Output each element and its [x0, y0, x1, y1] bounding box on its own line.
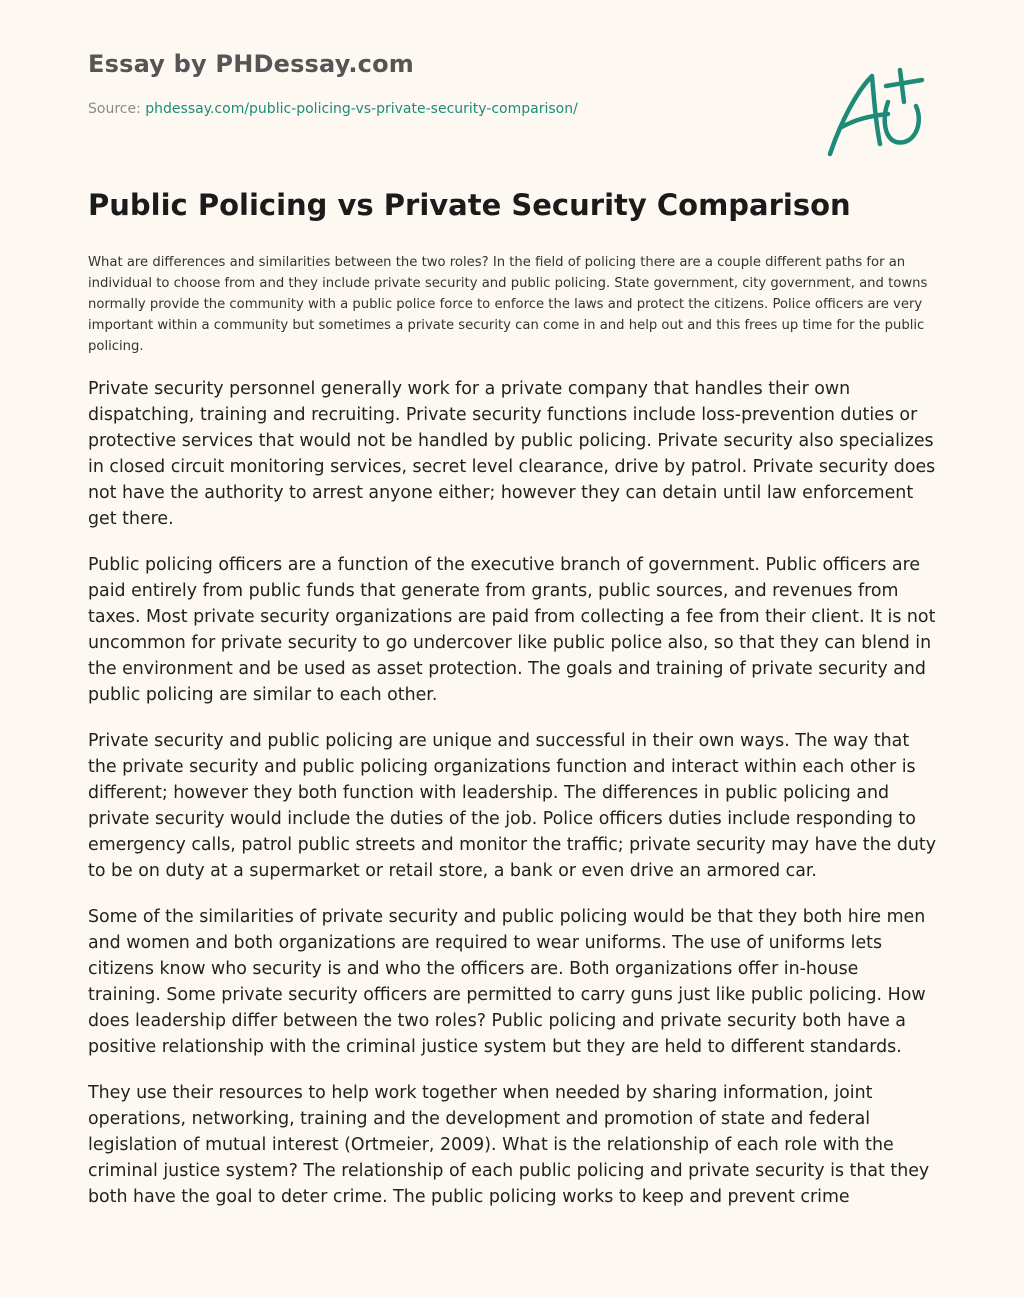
essay-paragraph: Private security personnel generally work for a private company that handles their own dispatching, training and recruiting. Private security functions include loss-prevention duties or protective services that would not be handled by public policing. Private security also specializes in closed circuit monitoring services, secret level clearance, drive by patrol. Private security does not have the authority to arrest anyone either; however they can detain until law enforcement get there. — [88, 379, 936, 529]
essay-paragraph: Some of the similarities of private security and public policing would be that they both hire men and women and both organizations are required to wear uniforms. The use of uniforms lets citizens know who security is and who the officers are. Both organizations offer in-house training. Some private security officers are permitted to carry guns just like public policing. How does leadership differ between the two roles? Public policing and private security both have a positive relationship with the criminal justice system but they are held to different standards. — [88, 907, 926, 1057]
essay-intro: What are differences and similarities between the two roles? In the field of policing there are a couple different paths for an individual to choose from and they include private security and public policing. State government, city government, and towns normally provide the community with a public police force to enforce the laws and protect the citizens. Police officers are very important within a community but sometimes a private security can come in and help out and this frees up time for the public policing. — [88, 255, 928, 354]
a-plus-logo-icon — [822, 62, 932, 162]
essay-body — [88, 376, 936, 1230]
site-brand: Essay by PHDessay.com — [88, 50, 414, 78]
essay-paragraph: Public policing officers are a function of the executive branch of government. Public officers are paid entirely from public funds that generate from grants, public sources, and revenues from taxes. Most private security organizations are paid from collecting a fee from their client. It is not uncommon for private security to go undercover like public police also, so that they can blend in the environment and be used as asset protection. The goals and training of private security and public policing are similar to each other. — [88, 555, 936, 705]
source-label: Source: — [88, 101, 146, 117]
essay-paragraph: Private security and public policing are unique and successful in their own ways. The way that the private security and public policing organizations function and interact within each other is different; however they both function with leadership. The differences in public policing and private security would include the duties of the job. Police officers duties include responding to emergency calls, patrol public streets and monitor the traffic; private security may have the duty to be on duty at a supermarket or retail store, a bank or even drive an armored car. — [88, 731, 937, 881]
essay-title: Public Policing vs Private Security Comparison — [88, 188, 851, 222]
source-link[interactable]: phdessay.com/public-policing-vs-private-security-comparison/ — [145, 101, 578, 117]
source-line — [88, 101, 578, 117]
essay-paragraph: They use their resources to help work together when needed by sharing information, joint operations, networking, training and the development and promotion of state and federal legislation of mutual interest (Ortmeier, 2009). What is the relationship of each role with the criminal justice system? The relationship of each public policing and private security is that they both have the goal to deter crime. The public policing works to keep and prevent crime — [88, 1083, 930, 1207]
